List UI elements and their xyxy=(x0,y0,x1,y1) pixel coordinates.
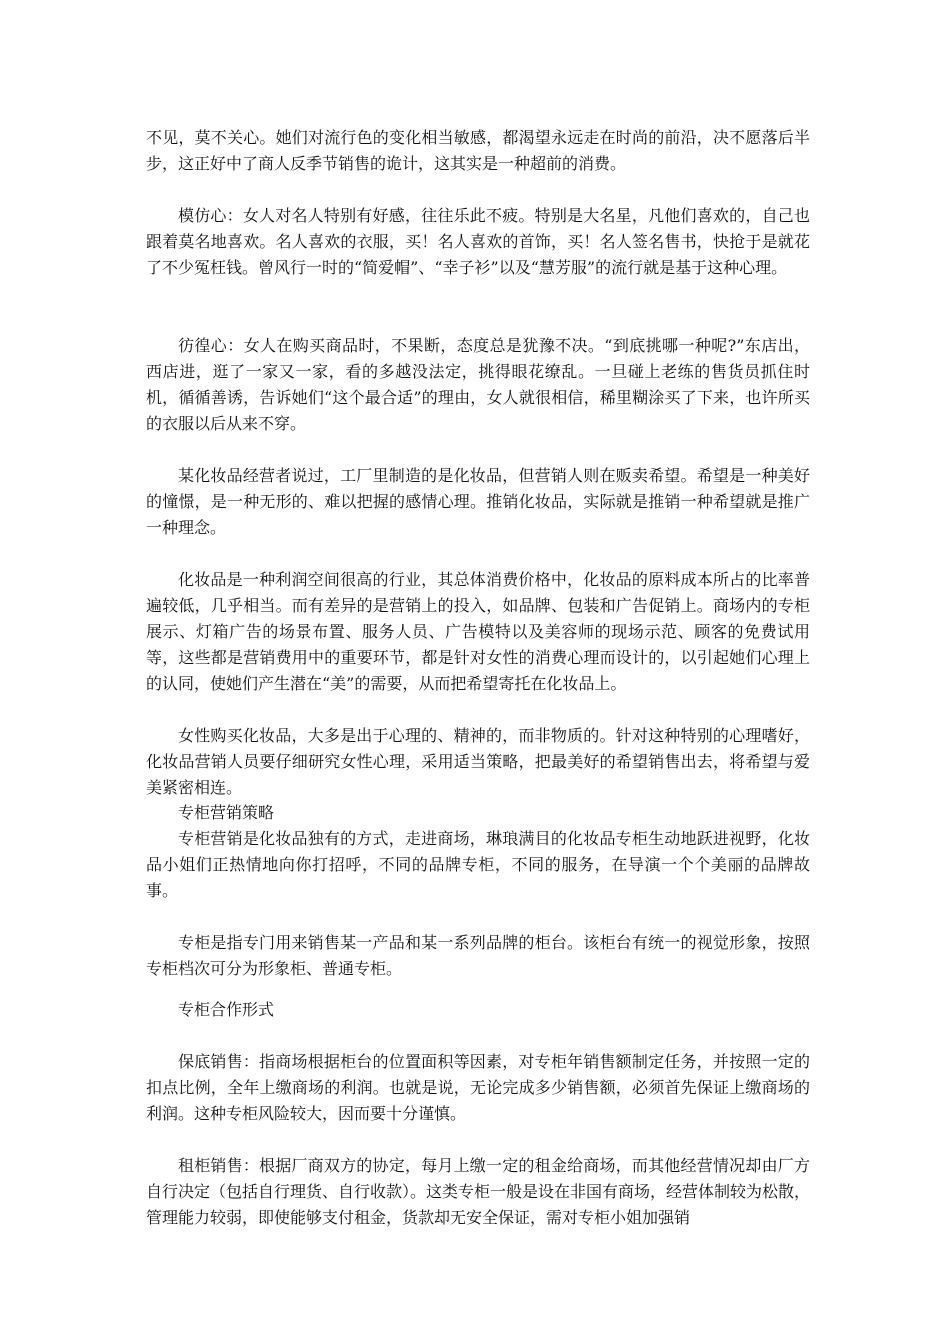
paragraph-hesitation: 彷徨心：女人在购买商品时，不果断，态度总是犹豫不决。“到底挑哪一种呢?”东店出，西店进，逛了一家又一家，看的多越没法定，挑得眼花缭乱。一旦碰上老练的售货员抓住时机，循循善诱，告诉她们“这个最合适”的理由，女人就很相信，稀里糊涂买了下来，也许所买的衣服以后从来不穿。 xyxy=(146,336,810,433)
paragraph-counter-definition: 专柜是指专门用来销售某一产品和某一系列品牌的柜台。该柜台有统一的视觉形象，按照专柜档次可分为形象柜、普通专柜。 xyxy=(146,933,810,978)
paragraph-guaranteed-sales: 保底销售：指商场根据柜台的位置面积等因素，对专柜年销售额制定任务，并按照一定的扣点比例，全年上缴商场的利润。也就是说，无论完成多少销售额，必须首先保证上缴商场的利润。这种专柜风险较大，因而要十分谨慎。 xyxy=(146,1052,810,1123)
section-heading-cooperation-forms: 专柜合作形式 xyxy=(178,1000,275,1019)
section-heading-counter-strategy: 专柜营销策略 xyxy=(178,803,275,822)
paragraph-selling-hope: 某化妆品经营者说过，工厂里制造的是化妆品，但营销人则在贩卖希望。希望是一种美好的憧憬，是一种无形的、难以把握的感情心理。推销化妆品，实际就是推销一种希望就是推广一种理念。 xyxy=(146,466,810,537)
paragraph-profit-margin: 化妆品是一种利润空间很高的行业，其总体消费价格中，化妆品的原料成本所占的比率普遍较低，几乎相当。而有差异的是营销上的投入，如品牌、包装和广告促销上。商场内的专柜展示、灯箱广告的场景布置、服务人员、广告模特以及美容师的现场示范、顾客的免费试用等，这些都是营销费用中的重要环节，都是针对女性的消费心理而设计的，以引起她们心理上的认同，使她们产生潜在“美”的需要，从而把希望寄托在化妆品上。 xyxy=(146,570,810,693)
paragraph-female-psychology: 女性购买化妆品，大多是出于心理的、精神的，而非物质的。针对这种特别的心理嗜好，化妆品营销人员要仔细研究女性心理，采用适当策略，把最美好的希望销售出去，将希望与爱美紧密相连。 xyxy=(146,726,810,797)
paragraph-rental-sales: 租柜销售：根据厂商双方的协定，每月上缴一定的租金给商场，而其他经营情况却由厂方自行决定（包括自行理货、自行收款）。这类专柜一般是设在非国有商场，经营体制较为松散，管理能力较弱，即使能够支付租金，货款却无安全保证，需对专柜小姐加强销 xyxy=(146,1156,811,1227)
paragraph-imitation: 模仿心：女人对名人特别有好感，往往乐此不疲。特别是大名星，凡他们喜欢的，自己也跟着莫名地喜欢。名人喜欢的衣服，买！名人喜欢的首饰，买！名人签名售书，快抢于是就花了不少冤枉钱。曾风行一时的“简爱帽”、“幸子衫”以及“慧芳服”的流行就是基于这种心理。 xyxy=(146,206,810,277)
paragraph-counter-marketing: 专柜营销是化妆品独有的方式，走进商场，琳琅满目的化妆品专柜生动地跃进视野，化妆品小姐们正热情地向你打招呼，不同的品牌专柜，不同的服务，在导演一个个美丽的品牌故事。 xyxy=(146,829,810,900)
paragraph-fashion-continuation: 不见，莫不关心。她们对流行色的变化相当敏感，都渴望永远走在时尚的前沿，决不愿落后半步，这正好中了商人反季节销售的诡计，这其实是一种超前的消费。 xyxy=(146,128,810,173)
